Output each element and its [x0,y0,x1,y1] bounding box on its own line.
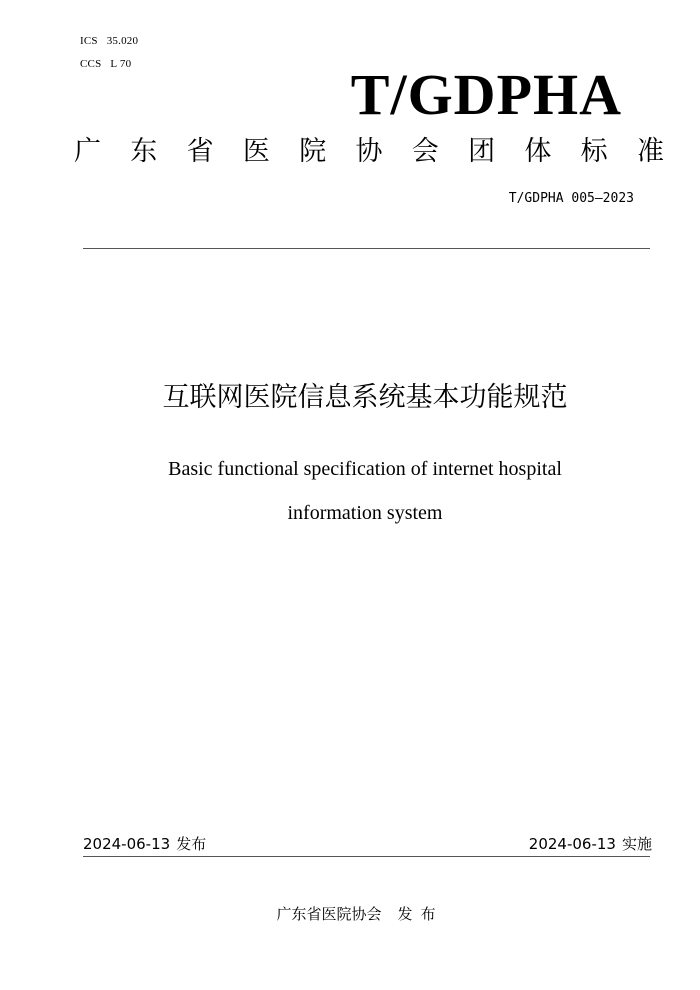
org-name-char: 东 [130,136,158,167]
org-name-char: 体 [524,136,552,167]
ccs-label: CCS [80,58,102,70]
publisher-line [0,904,700,924]
document-title-english [0,447,700,535]
top-divider [83,248,650,249]
publish-date-block [83,834,206,854]
ccs-classification [80,58,131,70]
publisher-name: 广东省医院协会 [276,905,382,923]
implement-label: 实施 [621,835,652,853]
org-name-char: 医 [242,136,270,167]
org-name-char: 团 [468,136,496,167]
implement-date: 2024-06-13 [528,835,616,853]
org-name-char: 准 [636,136,664,167]
publish-label: 发布 [176,835,207,853]
org-name-char: 会 [411,136,439,167]
org-name-char: 省 [186,136,214,167]
standard-number: T/GDPHA 005—2023 [508,191,634,206]
publish-date: 2024-06-13 [83,835,171,853]
organization-code: T/GDPHA [350,62,622,127]
organization-standard-name [74,132,664,172]
ics-label: ICS [80,35,98,47]
english-title-line-2: information system [287,502,443,524]
implement-date-block [529,834,652,854]
bottom-divider [83,856,650,857]
document-title-chinese: 互联网医院信息系统基本功能规范 [162,382,568,413]
ccs-code: L 70 [110,58,132,70]
org-name-char: 广 [74,136,101,167]
org-name-char: 标 [580,136,608,167]
ics-classification [80,35,138,47]
english-title-line-1: Basic functional specification of internet hospital [168,458,562,480]
org-name-char: 院 [299,136,327,167]
ics-code: 35.020 [106,35,139,47]
publisher-action: 发布 [397,905,444,923]
org-name-char: 协 [355,136,383,167]
